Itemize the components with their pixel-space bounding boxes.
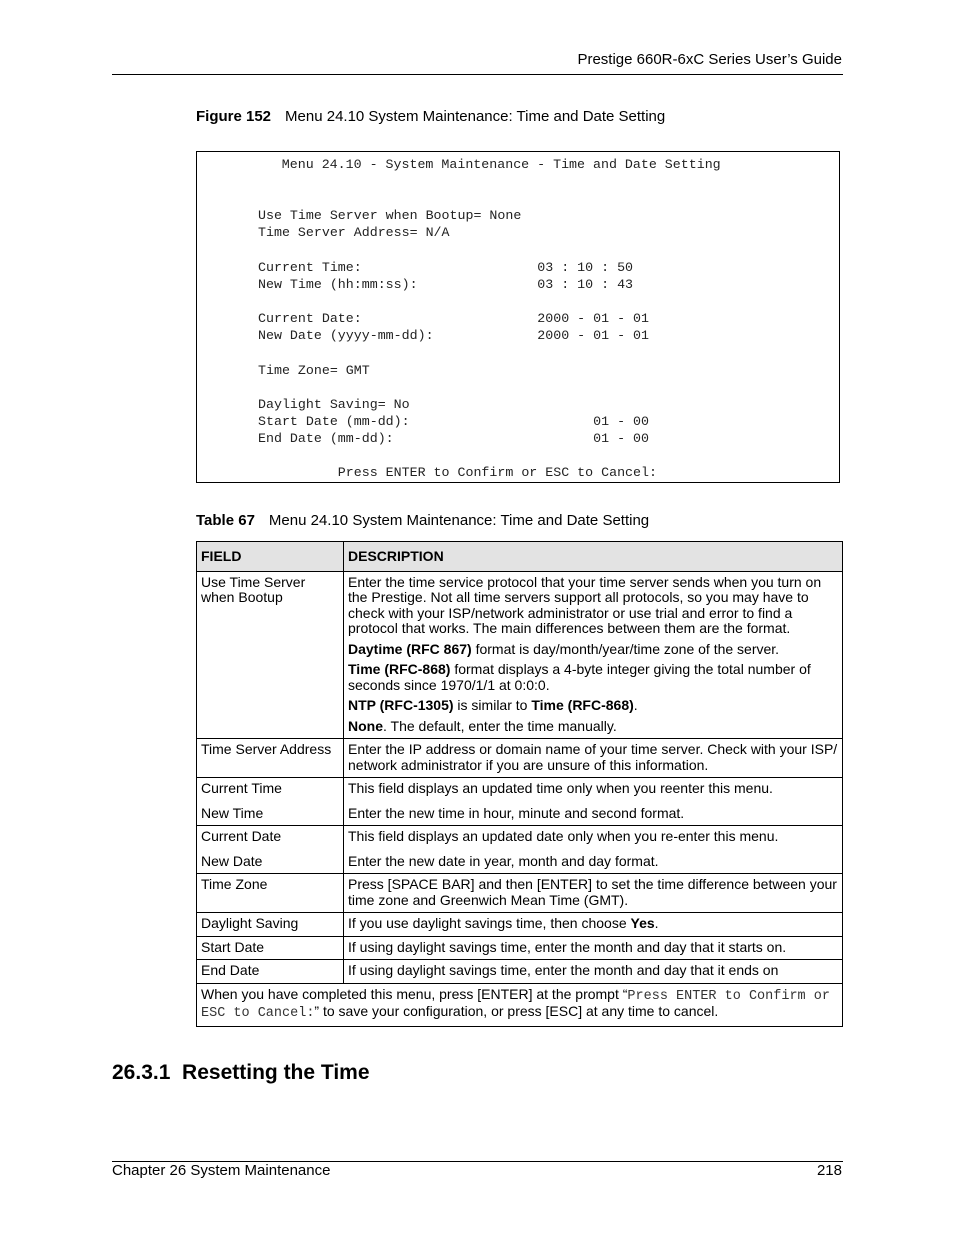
- table-footer-note: [197, 983, 843, 1026]
- field-cell: Use Time Server when Bootup: [197, 571, 344, 739]
- table-footer-row: [197, 983, 843, 1026]
- terminal-line: End Date (mm-dd): 01 - 00: [258, 431, 649, 446]
- field-cell: Time Server Address: [197, 739, 344, 778]
- field-cell: Start Date: [197, 936, 344, 960]
- term-bold: Time (RFC-868): [348, 661, 451, 677]
- description-cell: [344, 778, 843, 826]
- table-header-row: [197, 542, 843, 572]
- section-heading: 26.3.1 Resetting the Time: [112, 1061, 370, 1084]
- term-text: .: [633, 697, 638, 713]
- term-text: If you use daylight savings time, then choose: [348, 915, 631, 931]
- description-paragraph: Enter the new date in year, month and day format.: [348, 852, 659, 869]
- table-label: Table 67: [196, 512, 255, 529]
- table-row: [197, 826, 843, 874]
- running-header-title: Prestige 660R-6xC Series User’s Guide: [577, 51, 842, 68]
- table-row: [197, 913, 843, 937]
- field-cell: [197, 826, 344, 874]
- description-cell: [344, 571, 843, 739]
- description-cell: Enter the IP address or domain name of your time server. Check with your ISP/ network administrator if you are unsure of this information.: [344, 739, 843, 778]
- terminal-line: Daylight Saving= No: [258, 397, 410, 412]
- figure-caption-text: Menu 24.10 System Maintenance: Time and Date Setting: [285, 108, 666, 125]
- description-paragraph: Enter the new time in hour, minute and second format.: [348, 804, 685, 821]
- footer-note-text: ” to save your configuration, or press [ESC] at any time to cancel.: [314, 1003, 719, 1019]
- term-text: .: [654, 915, 659, 931]
- table-row: [197, 739, 843, 778]
- description-paragraph: [348, 719, 838, 735]
- footer-note-text: When you have completed this menu, press [ENTER] at the prompt “: [201, 985, 628, 1002]
- field-description-table: [196, 541, 843, 1027]
- column-header-description: DESCRIPTION: [344, 542, 843, 572]
- terminal-line: Time Server Address= N/A: [258, 225, 450, 240]
- terminal-line: New Date (yyyy-mm-dd): 2000 - 01 - 01: [258, 328, 649, 343]
- header-rule: [112, 74, 843, 75]
- footer-note-prompt: Press ENTER to Confirm or ESC to Cancel:: [201, 988, 830, 1021]
- term-bold: None: [348, 717, 383, 734]
- description-cell: [344, 826, 843, 874]
- table-row: [197, 936, 843, 960]
- terminal-title: Menu 24.10 - System Maintenance - Time and Date Setting: [202, 157, 721, 172]
- term-bold: Daytime (RFC 867): [348, 640, 472, 657]
- field-label: New Date: [201, 852, 263, 869]
- term-text: format displays a 4-byte integer giving the total number of seconds since 1970/1/1 at 0:0:0.: [348, 661, 811, 693]
- table-caption: [196, 512, 649, 529]
- description-cell: If using daylight savings time, enter the month and day that it starts on.: [344, 936, 843, 960]
- terminal-line: New Time (hh:mm:ss): 03 : 10 : 43: [258, 277, 634, 292]
- description-paragraph: [348, 698, 838, 714]
- column-header-field: FIELD: [197, 542, 344, 572]
- term-text: . The default, enter the time manually.: [383, 717, 617, 734]
- table-row: [197, 571, 843, 739]
- field-cell: Daylight Saving: [197, 913, 344, 937]
- terminal-line: Start Date (mm-dd): 01 - 00: [258, 414, 649, 429]
- terminal-screen: [196, 151, 840, 483]
- field-label: Current Time: [201, 780, 282, 796]
- footer-page-number: 218: [816, 1162, 842, 1179]
- field-cell: End Date: [197, 960, 344, 984]
- description-paragraph: Enter the time service protocol that your time server sends when you turn on the Prestige. Not all time servers support all protocols, so you may have to check with your ISP/network administrator or use trial and error to find a protocol that works. The main differences between them are the format.: [348, 573, 822, 636]
- figure-caption: [196, 108, 665, 125]
- field-cell: [197, 778, 344, 826]
- field-cell: Time Zone: [197, 874, 344, 913]
- description-paragraph: This field displays an updated date only when you re-enter this menu.: [348, 828, 779, 844]
- term-bold: Yes: [630, 915, 655, 931]
- description-cell: [344, 913, 843, 937]
- terminal-line: Time Zone= GMT: [258, 363, 370, 378]
- term-bold: Time (RFC-868): [531, 697, 634, 713]
- term-bold: NTP (RFC-1305): [348, 697, 454, 713]
- description-cell: If using daylight savings time, enter the month and day that it ends on: [344, 960, 843, 984]
- table-caption-text: Menu 24.10 System Maintenance: Time and Date Setting: [268, 512, 650, 529]
- term-text: is similar to: [453, 697, 532, 713]
- terminal-line: Use Time Server when Bootup= None: [258, 208, 522, 223]
- description-paragraph: [348, 662, 838, 693]
- footer-chapter: Chapter 26 System Maintenance: [112, 1162, 331, 1179]
- figure-label: Figure 152: [196, 108, 272, 125]
- term-text: format is day/month/year/time zone of the server.: [471, 640, 780, 657]
- description-paragraph: [348, 642, 838, 658]
- description-cell: Press [SPACE BAR] and then [ENTER] to set the time difference between your time zone and Greenwich Mean Time (GMT).: [344, 874, 843, 913]
- description-paragraph: This field displays an updated time only when you reenter this menu.: [348, 780, 773, 796]
- field-label: Current Date: [201, 828, 282, 844]
- table-row: [197, 778, 843, 826]
- table-row: [197, 960, 843, 984]
- terminal-line: Current Time: 03 : 10 : 50: [258, 260, 634, 275]
- field-label: New Time: [201, 804, 264, 821]
- terminal-prompt: Press ENTER to Confirm or ESC to Cancel:: [258, 465, 657, 480]
- terminal-line: Current Date: 2000 - 01 - 01: [258, 311, 649, 326]
- table-row: [197, 874, 843, 913]
